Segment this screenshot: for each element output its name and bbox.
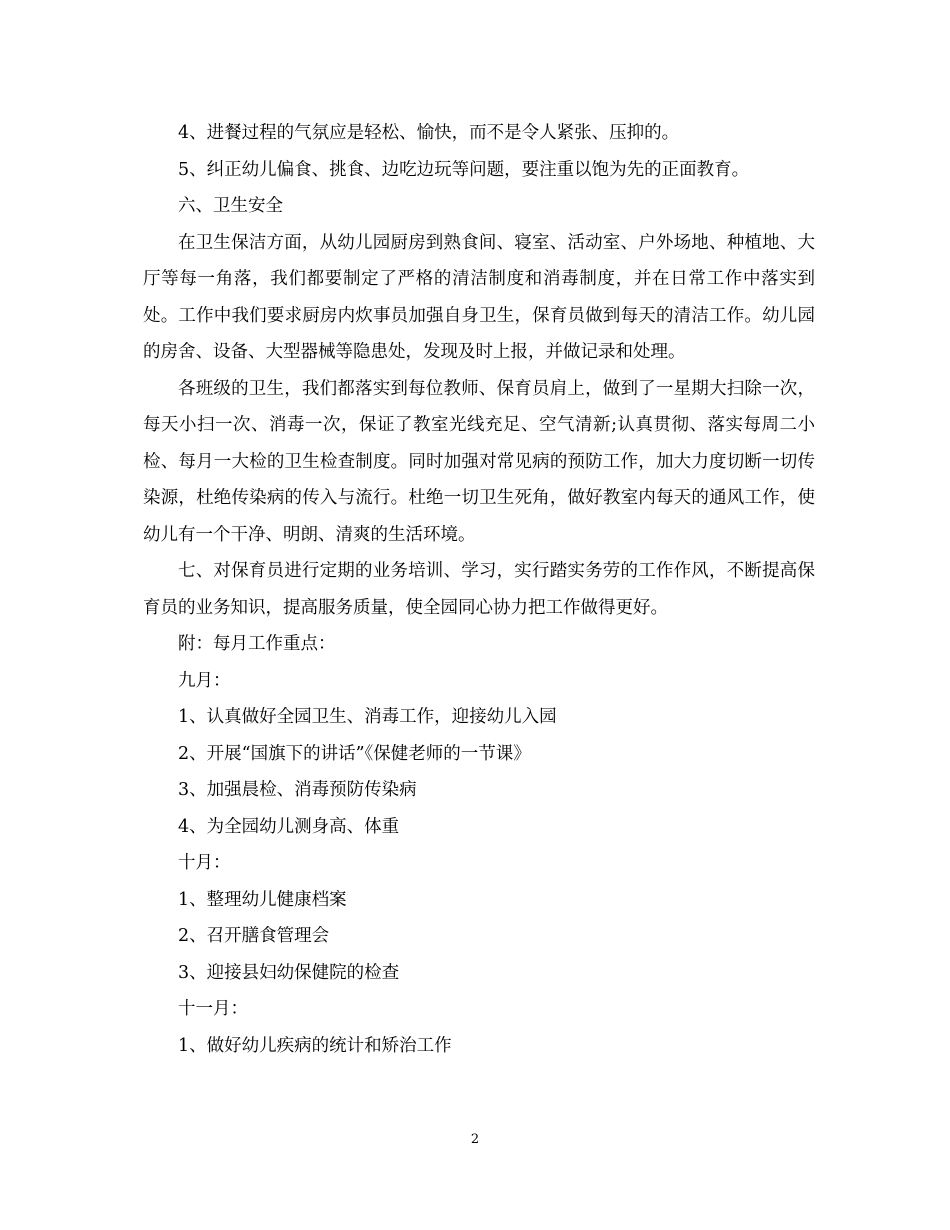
month-heading: 十月：: [178, 853, 231, 873]
list-item: 2、开展“国旗下的讲话”《保健老师的一节课》: [178, 743, 531, 764]
list-item: 3、加强晨检、消毒预防传染病: [178, 780, 417, 800]
list-item: 3、迎接县妇幼保健院的检查: [178, 962, 400, 983]
month-heading: 九月：: [178, 670, 231, 691]
section-heading: 六、卫生安全: [178, 196, 283, 216]
paragraph: 各班级的卫生，我们都落实到每位教师、保育员肩上，做到了一星期大扫除一次，每天小扫一次、消毒一次，保证了教室光线充足、空气清新;认真贯彻、落实每周二小检、每月一大检的卫生检查制度。同时加强对常见病的预防工作，加大力度切断一切传染源，杜绝传染病的传入与流行。杜绝一切卫生死角，做好教室内每天的通风工作，使幼儿有一个干净、明朗、清爽的生活环境。: [143, 378, 815, 545]
text-line: 4、进餐过程的气氛应是轻松、愉快，而不是令人紧张、压抑的。: [178, 123, 680, 143]
month-heading: 十一月：: [178, 999, 248, 1019]
paragraph: 七、对保育员进行定期的业务培训、学习，实行踏实务劳的工作作风，不断提高保育员的业务知识，提高服务质量，使全园同心协力把工作做得更好。: [143, 561, 815, 618]
list-item: 2、召开膳食管理会: [178, 926, 330, 946]
document-body: [143, 115, 815, 1064]
page-number: 2: [470, 1132, 480, 1147]
list-item: 1、整理幼儿健康档案: [178, 889, 347, 910]
list-item: 4、为全园幼儿测身高、体重: [178, 816, 400, 837]
list-item: 1、做好幼儿疾病的统计和矫治工作: [178, 1035, 452, 1056]
text-line: 5、纠正幼儿偏食、挑食、边吃边玩等问题，要注重以饱为先的正面教育。: [178, 159, 750, 180]
list-item: 1、认真做好全园卫生、消毒工作，迎接幼儿入园: [178, 707, 557, 727]
appendix-heading: 附：每月工作重点：: [178, 634, 336, 654]
paragraph: 在卫生保洁方面，从幼儿园厨房到熟食间、寝室、活动室、户外场地、种植地、大厅等每一角落，我们都要制定了严格的清洁制度和消毒制度，并在日常工作中落实到处。工作中我们要求厨房内炊事员加强自身卫生，保育员做到每天的清洁工作。幼儿园的房舍、设备、大型器械等隐患处，发现及时上报，并做记录和处理。: [143, 232, 815, 362]
